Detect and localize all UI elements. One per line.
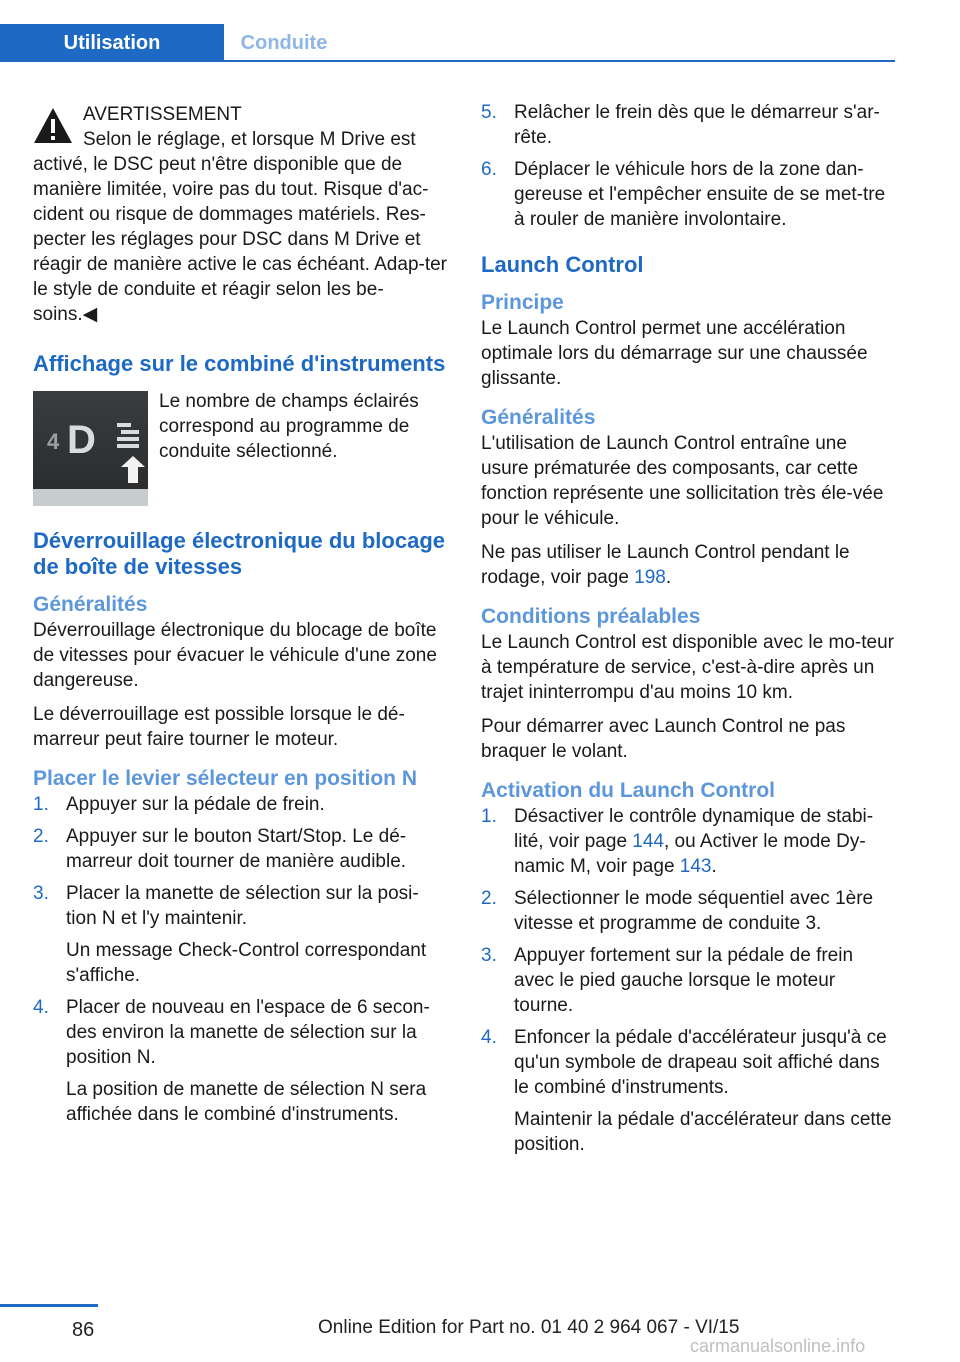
principle-heading: Principe <box>481 291 564 314</box>
list-item: 3. Placer la manette de sélection sur la posi‐tion N et l'y maintenir. Un message Check-Control correspondant s'affiche. <box>33 883 427 986</box>
list-item: 2. Appuyer sur le bouton Start/Stop. Le dé‐marreur doit tourner de manière audible. <box>33 826 407 872</box>
list-item: 6. Déplacer le véhicule hors de la zone dan‐gereuse et l'empêcher ensuite de se met‐tre à rouler de manière involontaire. <box>481 159 886 230</box>
list-item: 3. Appuyer fortement sur la pédale de frein avec le pied gauche lorsque le moteur tourne. <box>481 945 854 1016</box>
principle-text: Le Launch Control permet une accélération optimale lors du démarrage sur une chaussée glissante. <box>481 318 868 389</box>
warning-title: AVERTISSEMENT <box>83 104 242 125</box>
conditions-text-1: Le Launch Control est disponible avec le mo‐teur à température de service, c'est-à-dire après un trajet ininterrompu d'au moins 10 km. <box>481 632 894 703</box>
left-column <box>33 100 447 1134</box>
up-arrow-icon <box>121 456 145 483</box>
activation-heading: Activation du Launch Control <box>481 779 775 802</box>
tab-utilisation[interactable]: Utilisation <box>0 24 224 62</box>
conditions-heading: Conditions préalables <box>481 605 701 628</box>
section-tabs <box>0 24 895 62</box>
general-heading-right: Généralités <box>481 406 596 429</box>
gear-display-graphic <box>33 391 148 506</box>
footer-rule <box>0 1304 98 1307</box>
list-item: 2. Sélectionner le mode séquentiel avec 1ère vitesse et programme de conduite 3. <box>481 888 874 934</box>
launch-general-text-2: Ne pas utiliser le Launch Control pendant le rodage, voir page 198. <box>481 542 850 588</box>
list-item: 5. Relâcher le frein dès que le démarreur s'ar‐rête. <box>481 102 880 148</box>
page-number: 86 <box>72 1319 95 1341</box>
page-link-198[interactable]: 198 <box>634 567 666 588</box>
list-item: 4. Enfoncer la pédale d'accélérateur jusqu'à ce qu'un symbole de drapeau soit affiché dans le combiné d'instruments. Maintenir la pédale d'accélérateur dans cette position. <box>481 1027 892 1155</box>
general-heading-left: Généralités <box>33 593 148 616</box>
warning-text: Selon le réglage, et lorsque M Drive est activé, le DSC peut n'être disponible que de manière limitée, voire pas du tout. Risque d'ac‐cident ou risque de dommages matériels. Res‐pecter les réglages pour DSC dans M Drive et réagir de manière active le cas échéant. Adap‐ter le style de conduite et réagir selon les be‐soins.◀ <box>33 129 448 325</box>
list-item: 1. Désactiver le contrôle dynamique de stabi‐lité, voir page 144, ou Activer le mode Dy‐namic M, voir page 143. <box>481 806 874 877</box>
list-item: 4. Placer de nouveau en l'espace de 6 secon‐des environ la manette de sélection sur la position N. La position de manette de sélection N sera affichée dans le combiné d'instruments. <box>33 997 430 1125</box>
warning-block <box>33 100 447 327</box>
conditions-text-2: Pour démarrer avec Launch Control ne pas braquer le volant. <box>481 716 846 762</box>
display-heading: Affichage sur le combiné d'instruments <box>33 351 446 376</box>
instrument-display-image <box>33 391 148 506</box>
gear-letter: D <box>67 418 96 462</box>
watermark: carmanualsonline.info <box>690 1336 866 1356</box>
unlock-heading: Déverrouillage électronique du blocage de boîte de vitesses <box>33 528 445 579</box>
launch-control-heading: Launch Control <box>481 252 644 277</box>
page-link-144[interactable]: 144 <box>632 831 664 852</box>
right-column <box>481 100 895 1164</box>
general-text-2: Le déverrouillage est possible lorsque le dé‐marreur peut faire tourner le moteur. <box>33 704 405 750</box>
warning-triangle-icon <box>33 106 73 146</box>
neutral-steps <box>33 792 447 1127</box>
neutral-heading: Placer le levier sélecteur en position N <box>33 767 417 790</box>
tab-conduite[interactable]: Conduite <box>240 32 328 54</box>
general-text-1: Déverrouillage électronique du blocage de boîte de vitesses pour évacuer le véhicule d'une zone dangereuse. <box>33 620 437 691</box>
launch-general-text-1: L'utilisation de Launch Control entraîne une usure prématurée des composants, car cette fonction représente une sollicitation très éle‐vée pour le véhicule. <box>481 433 884 529</box>
gear-number: 4 <box>47 429 60 454</box>
edition-text: Online Edition for Part no. 01 40 2 964 067 - VI/15 <box>318 1317 740 1338</box>
display-figure <box>33 389 447 506</box>
activation-steps <box>481 804 895 1157</box>
page-link-143[interactable]: 143 <box>679 856 712 877</box>
neutral-steps-continued <box>481 100 895 232</box>
list-item: 1. Appuyer sur la pédale de frein. <box>33 794 325 815</box>
display-text: Le nombre de champs éclairés correspond au programme de conduite sélectionné. <box>159 391 419 462</box>
